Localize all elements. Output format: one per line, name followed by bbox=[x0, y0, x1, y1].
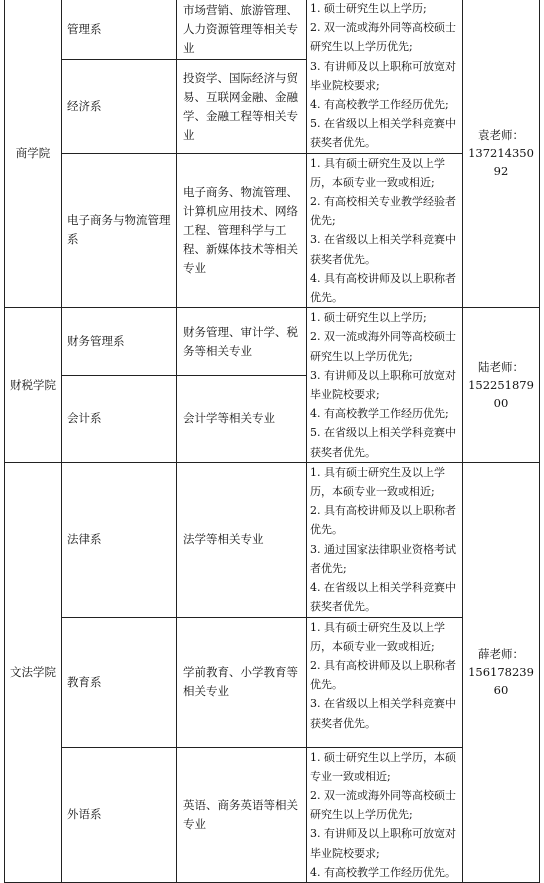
requirement-item: 4. 有高校教学工作经历优先; bbox=[310, 98, 449, 112]
requirement-item: 1. 具有硕士研究生及以上学历，本硕专业一致或相近; bbox=[310, 156, 445, 189]
major-list: 投资学、国际经济与贸易、互联网金融、金融学、金融工程等相关专业 bbox=[177, 60, 307, 153]
requirement-item: 1. 硕士研究生以上学历，本硕专业一致或相近; bbox=[310, 750, 456, 783]
requirements-cell bbox=[307, 308, 463, 463]
requirement-item: 4. 有高校教学工作经历优先; bbox=[310, 407, 449, 421]
college-name: 财税学院 bbox=[5, 308, 62, 463]
major-list: 财务管理、审计学、税务等相关专业 bbox=[177, 308, 307, 376]
requirement-item: 1. 硕士研究生以上学历; bbox=[310, 311, 427, 325]
requirement-item: 4. 有高校教学工作经历优先。 bbox=[310, 865, 456, 879]
contact-name: 袁老师： bbox=[478, 128, 524, 143]
contact-cell bbox=[463, 308, 540, 463]
requirement-item: 3. 通过国家法律职业资格考试者优先; bbox=[310, 542, 456, 575]
requirement-item: 3. 在省级以上相关学科竞赛中获奖者优先。 bbox=[310, 233, 456, 266]
contact-name: 薛老师： bbox=[478, 647, 524, 662]
department-name: 电子商务与物流管理系 bbox=[62, 153, 177, 308]
requirement-item: 4. 在省级以上相关学科竞赛中获奖者优先。 bbox=[310, 581, 456, 614]
college-name: 文法学院 bbox=[5, 462, 62, 882]
requirement-item: 1. 具有硕士研究生及以上学历，本硕专业一致或相近; bbox=[310, 620, 445, 653]
requirements-cell bbox=[307, 462, 463, 617]
department-name: 会计系 bbox=[62, 376, 177, 463]
table-row bbox=[5, 153, 540, 308]
contact-cell bbox=[463, 462, 540, 882]
requirements-cell bbox=[307, 617, 463, 747]
department-name: 法律系 bbox=[62, 462, 177, 617]
contact-cell bbox=[463, 0, 540, 308]
requirement-item: 3. 在省级以上相关学科竞赛中获奖者优先。 bbox=[310, 697, 456, 730]
department-name: 管理系 bbox=[62, 0, 177, 60]
contact-phone: 15617823960 bbox=[468, 665, 534, 698]
table-row bbox=[5, 308, 540, 376]
requirement-item: 2. 有高校相关专业教学经验者优先; bbox=[310, 195, 456, 228]
college-name: 商学院 bbox=[5, 0, 62, 308]
major-list: 会计学等相关专业 bbox=[177, 376, 307, 463]
department-name: 教育系 bbox=[62, 617, 177, 747]
requirements-cell bbox=[307, 747, 463, 882]
major-list: 英语、商务英语等相关专业 bbox=[177, 747, 307, 882]
requirement-item: 5. 在省级以上相关学科竞赛中获奖者优先。 bbox=[310, 117, 456, 150]
requirement-item: 4. 具有高校讲师及以上职称者优先。 bbox=[310, 271, 456, 305]
requirement-item: 5. 在省级以上相关学科竞赛中获奖者优先。 bbox=[310, 426, 456, 459]
requirement-item: 2. 具有高校讲师及以上职称者优先。 bbox=[310, 658, 456, 692]
requirements-cell bbox=[307, 153, 463, 308]
recruitment-table bbox=[4, 0, 540, 883]
table-row bbox=[5, 617, 540, 747]
contact-name: 陆老师： bbox=[478, 360, 524, 375]
requirement-item: 2. 具有高校讲师及以上职称者优先。 bbox=[310, 504, 456, 537]
contact-phone: 15225187900 bbox=[468, 378, 534, 411]
table-row bbox=[5, 0, 540, 60]
requirements-cell bbox=[307, 0, 463, 153]
requirement-item: 3. 有讲师及以上职称可放宽对毕业院校要求; bbox=[310, 827, 456, 860]
requirement-item: 2. 双一流或海外同等高校硕士研究生以上学历优先; bbox=[310, 788, 456, 822]
major-list: 市场营销、旅游管理、人力资源管理等相关专业 bbox=[177, 0, 307, 60]
department-name: 财务管理系 bbox=[62, 308, 177, 376]
requirement-item: 2. 双一流或海外同等高校硕士研究生以上学历优先; bbox=[310, 330, 456, 363]
table-row bbox=[5, 747, 540, 882]
requirement-item: 3. 有讲师及以上职称可放宽对毕业院校要求; bbox=[310, 59, 456, 92]
major-list: 电子商务、物流管理、计算机应用技术、网络工程、管理科学与工程、新媒体技术等相关专业 bbox=[177, 153, 307, 308]
major-list: 学前教育、小学教育等相关专业 bbox=[177, 617, 307, 747]
requirement-item: 1. 具有硕士研究生及以上学历，本硕专业一致或相近; bbox=[310, 465, 445, 499]
department-name: 外语系 bbox=[62, 747, 177, 882]
requirement-item: 1. 硕士研究生以上学历; bbox=[310, 2, 427, 15]
table-row bbox=[5, 462, 540, 617]
contact-phone: 13721435092 bbox=[468, 146, 534, 179]
requirement-item: 3. 有讲师及以上职称可放宽对毕业院校要求; bbox=[310, 368, 456, 402]
major-list: 法学等相关专业 bbox=[177, 462, 307, 617]
department-name: 经济系 bbox=[62, 60, 177, 153]
requirement-item: 2. 双一流或海外同等高校硕士研究生以上学历优先; bbox=[310, 21, 456, 54]
